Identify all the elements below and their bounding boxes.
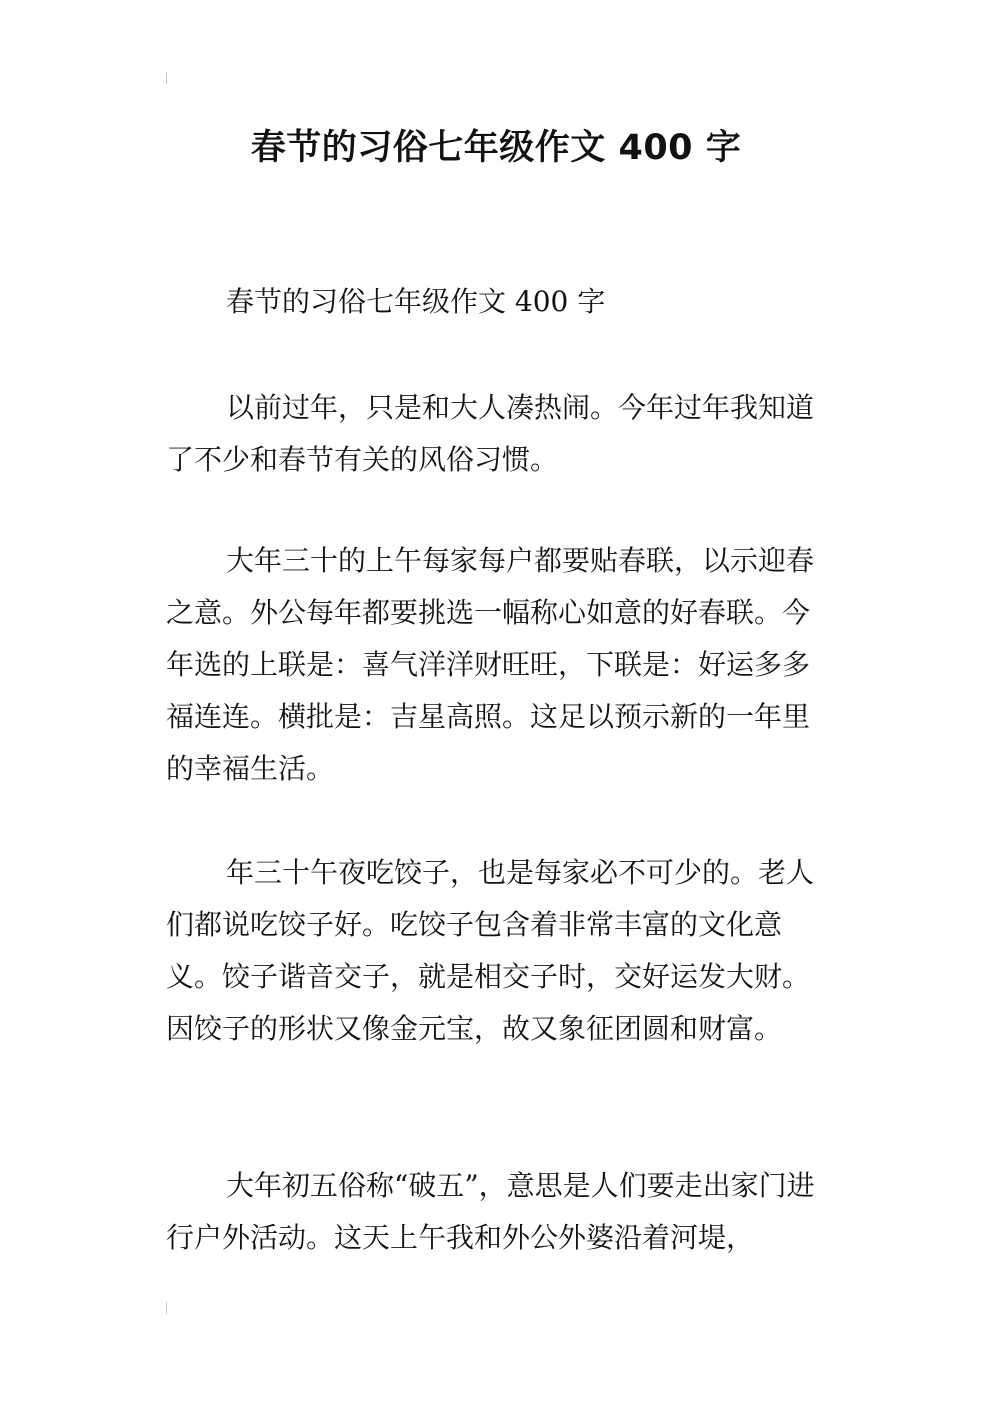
paragraph-3: 年三十午夜吃饺子，也是每家必不可少的。老人们都说吃饺子好。吃饺子包含着非常丰富的文化意义。饺子谐音交子，就是相交子时，交好运发大财。因饺子的形状又像金元宝，故又象征团圆和财富。 bbox=[166, 856, 815, 1045]
document-title: 春节的习俗七年级作文 400 字 bbox=[250, 128, 742, 168]
paragraph-4: 大年初五俗称“破五”，意思是人们要走出家门进行户外活动。这天上午我和外公外婆沿着河堤， bbox=[166, 1169, 815, 1254]
page-corner-mark-bottom bbox=[166, 1302, 167, 1314]
document-subtitle: 春节的习俗七年级作文 400 字 bbox=[226, 285, 606, 318]
page-corner-mark-top bbox=[166, 72, 167, 84]
paragraph-1: 以前过年，只是和大人凑热闹。今年过年我知道了不少和春节有关的风俗习惯。 bbox=[166, 391, 815, 476]
paragraph-2: 大年三十的上午每家每户都要贴春联，以示迎春之意。外公每年都要挑选一幅称心如意的好春联。今年选的上联是：喜气洋洋财旺旺，下联是：好运多多福连连。横批是：吉星高照。这足以预示新的一年里的幸福生活。 bbox=[166, 544, 815, 785]
